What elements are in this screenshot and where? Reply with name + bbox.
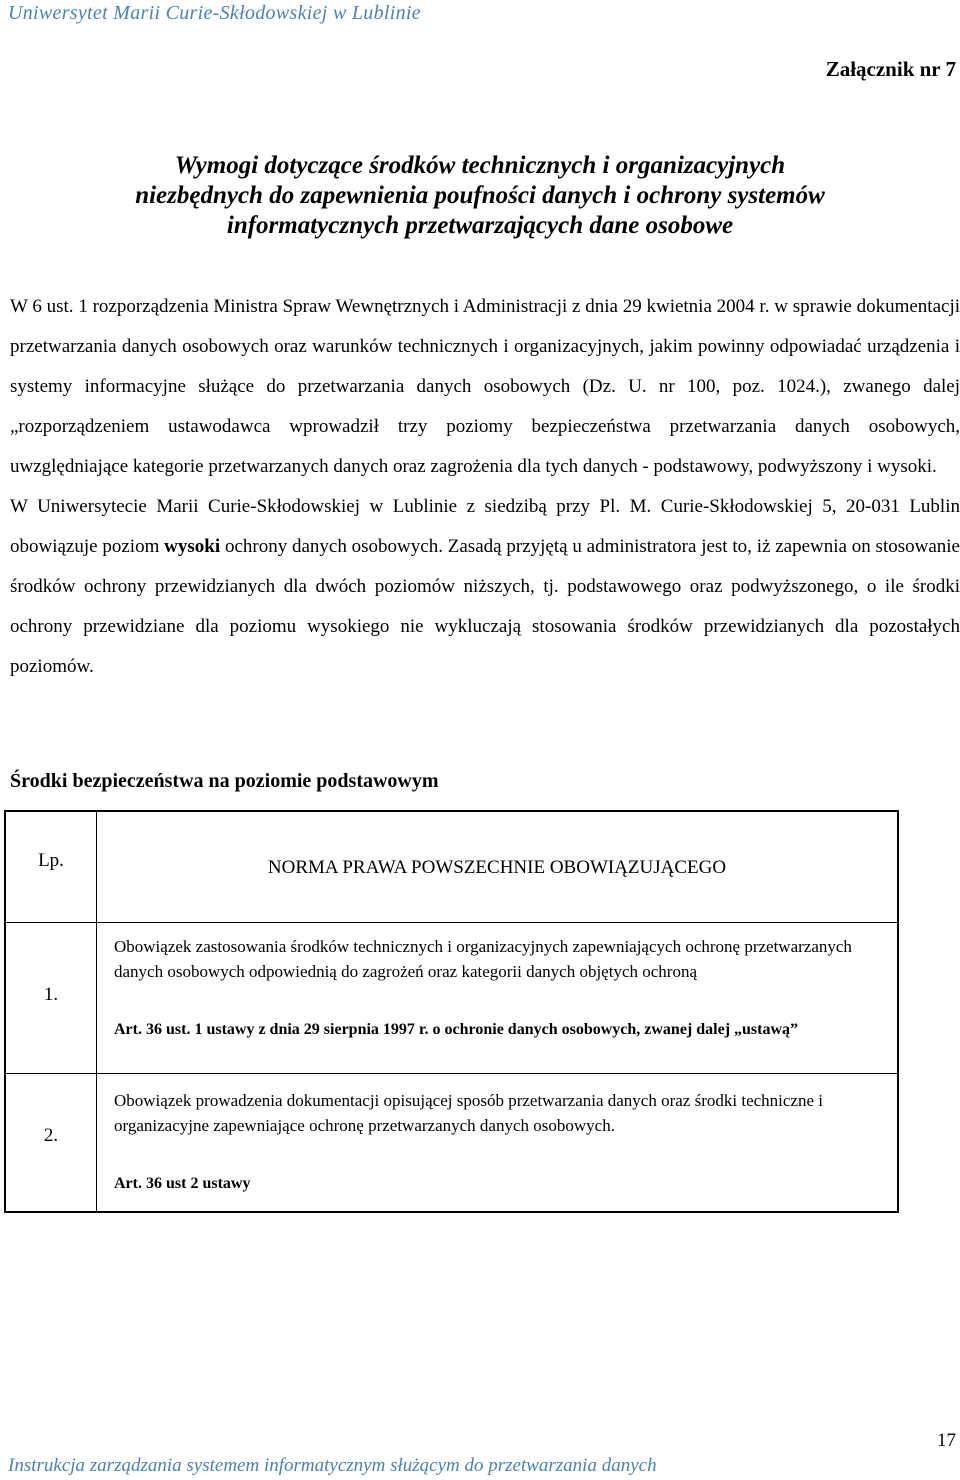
document-title-line-3: informatycznych przetwarzających dane osobowe (226, 212, 734, 239)
section-heading: Środki bezpieczeństwa na poziomie podstawowym (10, 770, 439, 792)
intro-paragraph-2 (10, 487, 960, 687)
document-title (60, 151, 900, 241)
row-1-article: Art. 36 ust. 1 ustawy z dnia 29 sierpnia 1997 r. o ochronie danych osobowych, zwanej dalej „ustawą” (114, 1021, 799, 1038)
annex-label: Załącznik nr 7 (825, 57, 956, 81)
page-number: 17 (937, 1430, 956, 1451)
intro-paragraph-2-start: W Uniwersytecie Marii Curie-Skłodowskiej w Lublinie z siedzibą przy Pl. M. Curie-Skłodowskiej 5, 20-031 Lublin obowiązuje poziom (10, 496, 960, 557)
document-title-line-2: niezbędnych do zapewnienia poufności danych i ochrony systemów (135, 182, 825, 209)
row-2-article: Art. 36 ust 2 ustawy (114, 1175, 251, 1192)
table-header-lp: Lp. (38, 850, 64, 871)
header-title: Uniwersytet Marii Curie-Skłodowskiej w Lublinie (8, 2, 421, 24)
intro-paragraph-1: W 6 ust. 1 rozporządzenia Ministra Spraw Wewnętrznych i Administracji z dnia 29 kwietnia 2004 r. w sprawie dokumentacji przetwarzania danych osobowych oraz warunków technicznych i organizacyjnych, jakim powinny odpowiadać urządzenia i systemy informacyjne służące do przetwarzania danych osobowych (Dz. U. nr 100, poz. 1024.), zwanego dalej „rozporządzeniem ustawodawca wprowadził trzy poziomy bezpieczeństwa przetwarzania danych osobowych, uwzględniające kategorie przetwarzanych danych oraz zagrożenia dla tych danych - podstawowy, podwyższony i wysoki. (10, 296, 960, 477)
protection-level: wysoki (164, 536, 221, 557)
table-header-divider (6, 922, 897, 923)
document-title-line-1: Wymogi dotyczące środków technicznych i organizacyjnych (174, 152, 786, 179)
row-1-description: Obowiązek zastosowania środków technicznych i organizacyjnych zapewniających ochronę przetwarzanych danych osobowych odpowiednią do zagrożeń oraz kategorii danych objętych ochroną (114, 937, 852, 981)
footer-text: Instrukcja zarządzania systemem informatycznym służącym do przetwarzania danych (8, 1455, 657, 1476)
row-2-number: 2. (43, 1125, 59, 1146)
norms-table (4, 810, 899, 1213)
table-header-norm: NORMA PRAWA POWSZECHNIE OBOWIĄZUJĄCEGO (267, 857, 727, 878)
intro-paragraph-2-end: ochrony danych osobowych. Zasadą przyjętą u administratora jest to, iż zapewnia on stosowanie środków ochrony przewidzianych dla dwóch poziomów niższych, tj. podstawowego oraz podwyższonego, o ile środki ochrony przewidziane dla poziomu wysokiego nie wykluczają stosowania środków przewidzianych dla pozostałych poziomów. (10, 536, 960, 677)
intro-text (10, 287, 960, 687)
row-2-description: Obowiązek prowadzenia dokumentacji opisującej sposób przetwarzania danych oraz środki techniczne i organizacyjne zapewniające ochronę przetwarzanych danych osobowych. (114, 1091, 823, 1135)
row-1-number: 1. (43, 984, 59, 1005)
table-row-divider (6, 1073, 897, 1074)
